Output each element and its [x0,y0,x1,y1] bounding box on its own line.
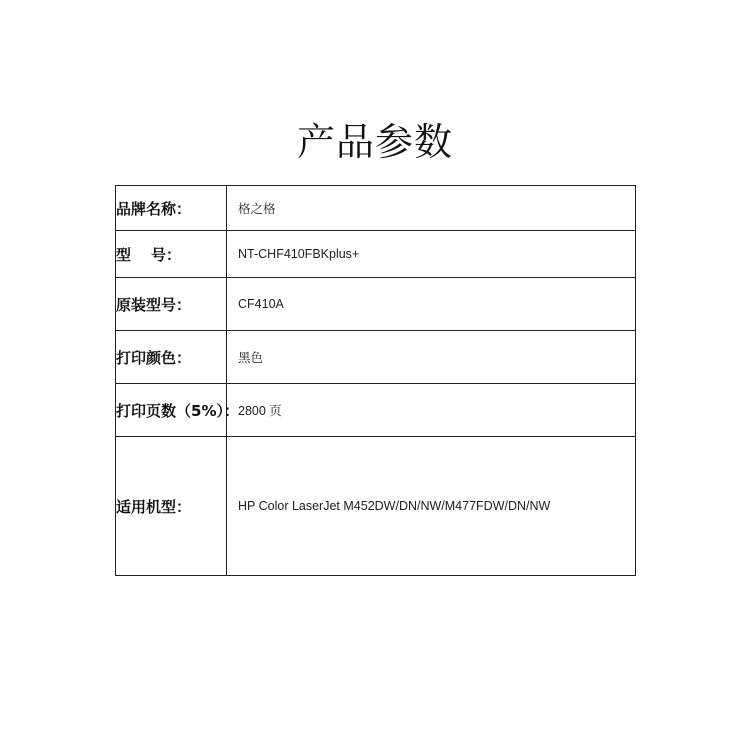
print-color-value: 黑色 [227,331,636,384]
model-label [116,231,227,278]
table-row-page-yield [116,384,636,437]
brand-value: 格之格 [227,186,636,231]
table-row-brand [116,186,636,231]
page-yield-label: 打印页数（5%）： [116,384,227,437]
original-model-value: CF410A [227,278,636,331]
product-spec-table [115,185,636,576]
page-yield-value: 2800 页 [227,384,636,437]
table-row-original-model [116,278,636,331]
brand-label: 品牌名称： [116,186,227,231]
table-row-print-color [116,331,636,384]
model-label-part1: 型 [116,245,132,264]
print-color-label: 打印颜色： [116,331,227,384]
compatible-models-value: HP Color LaserJet M452DW/DN/NW/M477FDW/DN/NW [227,437,636,576]
original-model-label: 原装型号： [116,278,227,331]
model-label-part2: 号： [151,245,182,264]
model-value: NT-CHF410FBKplus+ [227,231,636,278]
table-row-compatible-models [116,437,636,576]
table-row-model [116,231,636,278]
page-title: 产品参数 [296,120,453,164]
compatible-models-label: 适用机型： [116,437,227,576]
